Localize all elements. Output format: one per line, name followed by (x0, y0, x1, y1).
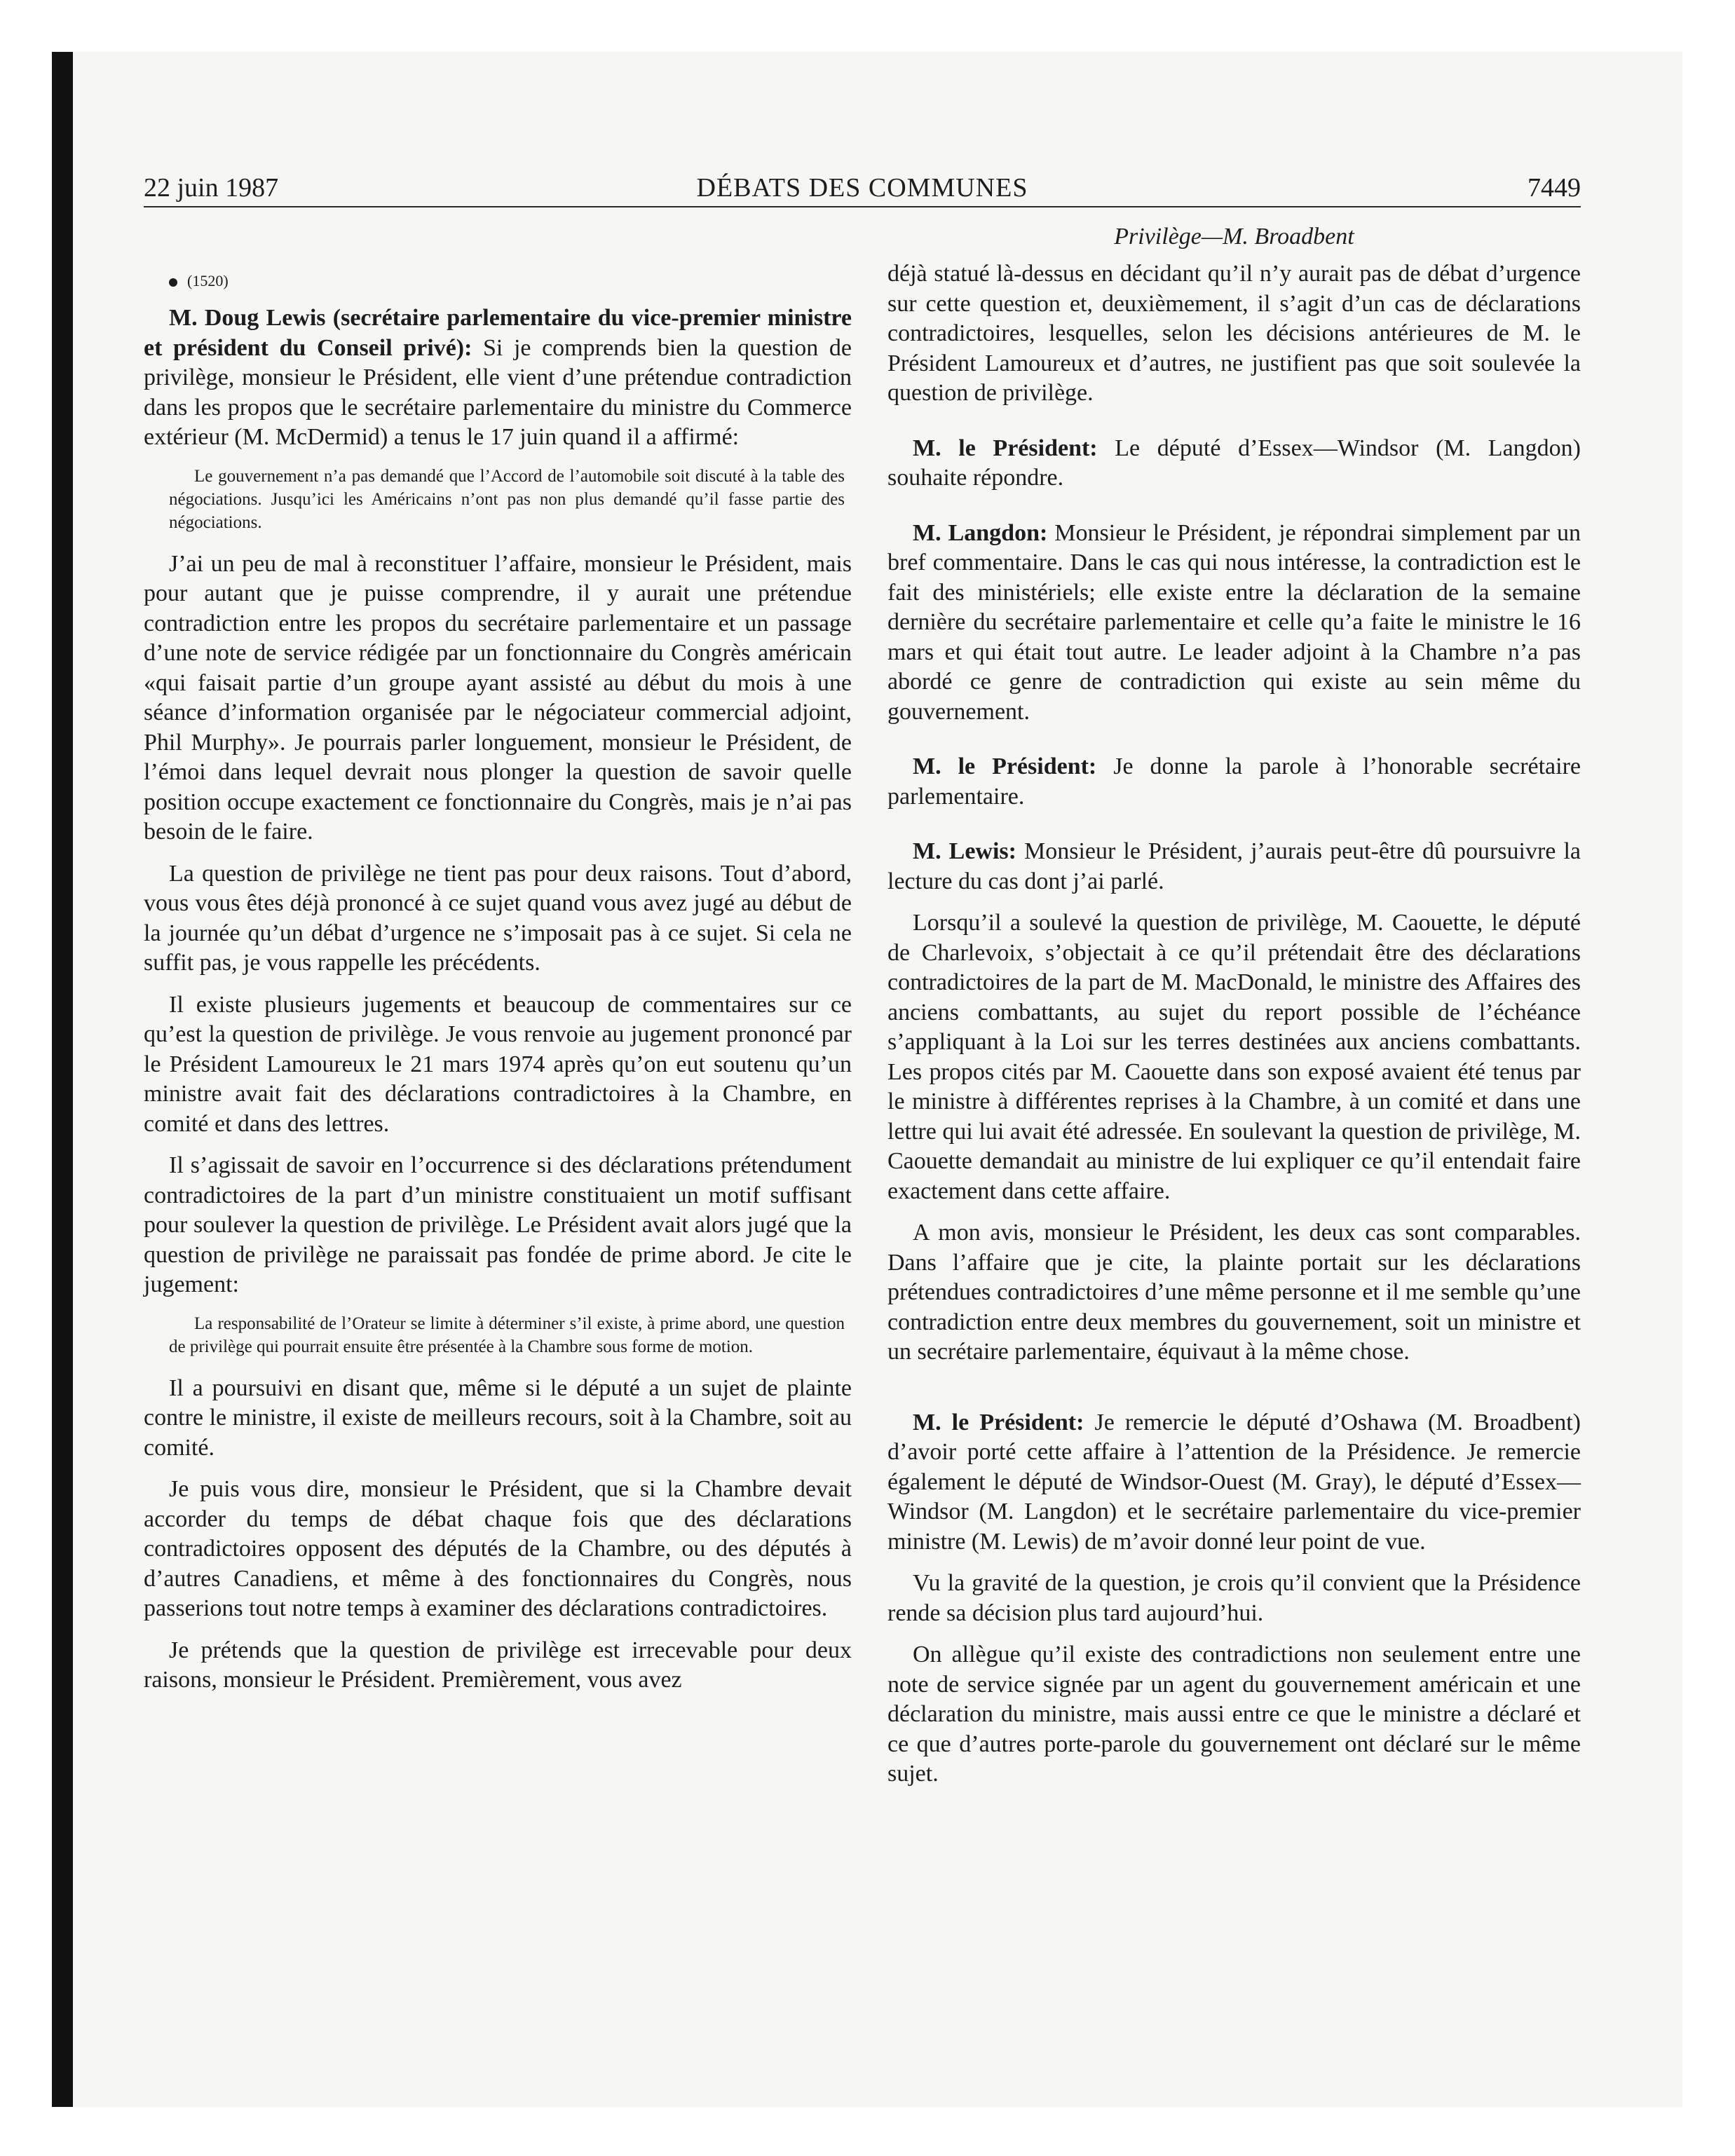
running-head: Privilège—M. Broadbent (1114, 224, 1354, 250)
paragraph-text: Je remercie le député d’Oshawa (M. Broadbent) d’avoir porté cette affaire à l’attention de la Présidence. Je remercie également le député de Windsor-Ouest (M. Gray), le député d’Essex—Windsor (M. Langdon) et le secrétaire parlementaire du vice-premier ministre (M. Lewis) de m’avoir donné leur point de vue. (887, 1409, 1581, 1555)
speaker-name: M. Lewis: (913, 838, 1016, 864)
page-number: 7449 (1528, 173, 1581, 203)
paragraph: J’ai un peu de mal à reconstituer l’affaire, monsieur le Président, mais pour autant que je puisse comprendre, il y aurait une prétendue contradiction entre les propos du secrétaire parlementaire et un passage d’une note de service rédigée par un fonctionnaire du Congrès américain «qui faisait partie d’un groupe ayant assisté au début du mois à une séance d’information organisée par le négociateur commercial adjoint, Phil Murphy». Je pourrais parler longuement, monsieur le Président, de l’émoi dans lequel devrait nous plonger la question de savoir quelle position occupe exactement ce fonctionnaire du Congrès, mais je n’ai pas besoin de le faire. (144, 550, 852, 845)
left-column (144, 271, 852, 1707)
paragraph: A mon avis, monsieur le Président, les deux cas sont comparables. Dans l’affaire que je cite, la plainte portait sur les déclarations prétendues contradictoires d’une même personne et il me semble qu’une contradiction entre deux membres du gouvernement, soit un ministre et un secrétaire parlementaire, équivaut à la même chose. (887, 1220, 1581, 1365)
paragraph (887, 752, 1581, 812)
paragraph: Lorsqu’il a soulevé la question de privilège, M. Caouette, le député de Charlevoix, s’objectait à ce qu’il prétendait être des déclarations contradictoires de la part de M. MacDonald, le ministre des Affaires des anciens combattants, au sujet du report possible de l’échéance s’appliquant à la Loi sur les terres destinées aux anciens combattants. Les propos cités par M. Caouette dans son exposé avaient été tenus par le ministre à différentes reprises à la Chambre, à un comité et dans une lettre qui lui avait été adressée. En soulevant la question de privilège, M. Caouette demandait au ministre de lui expliquer ce qu’il entendait faire exactement dans cette affaire. (887, 910, 1581, 1204)
header-date: 22 juin 1987 (144, 173, 279, 203)
speaker-name: M. Doug Lewis (secrétaire parlementaire du vice-premier ministre et président du Conseil privé): (144, 305, 852, 361)
right-column (887, 259, 1581, 1801)
speaker-name: M. le Président: (913, 753, 1097, 779)
paragraph: Je prétends que la question de privilège est irrecevable pour deux raisons, monsieur le Président. Premièrement, vous avez (144, 1637, 852, 1693)
paragraph (887, 434, 1581, 493)
timestamp (144, 271, 852, 292)
paragraph (887, 1408, 1581, 1557)
paragraph (144, 303, 852, 453)
paragraph: Je puis vous dire, monsieur le Président, que si la Chambre devait accorder du temps de débat chaque fois que des déclarations contradictoires opposent des députés de la Chambre, ou des députés à d’autres Canadiens, et même à des fonctionnaires du Congrès, nous passerions tout notre temps à examiner des déclarations contradictoires. (144, 1476, 852, 1621)
paragraph: déjà statué là-dessus en décidant qu’il n’y aurait pas de débat d’urgence sur cette question et, deuxièmement, il s’agit d’un cas de déclarations contradictoires, lesquelles, selon les décisions antérieures de M. le Président Lamoureux et d’autres, ne justifient pas que soit soulevée la question de privilège. (887, 261, 1581, 406)
scan-border (52, 52, 73, 2107)
paragraph (887, 837, 1581, 896)
page-header (144, 171, 1581, 205)
paragraph: Il a poursuivi en disant que, même si le député a un sujet de plainte contre le ministre, il existe de meilleurs recours, soit à la Chambre, soit au comité. (144, 1374, 852, 1461)
header-rule (144, 206, 1581, 207)
timestamp-text: (1520) (187, 272, 229, 289)
paragraph-text: Je donne la parole à l’honorable secrétaire parlementaire. (887, 753, 1581, 810)
speaker-name: M. le Président: (913, 435, 1098, 461)
paragraph-text: Si je comprends bien la question de privilège, monsieur le Président, elle vient d’une prétendue contradiction dans les propos que le secrétaire parlementaire du ministre du Commerce extérieur (M. McDermid) a tenus le 17 juin quand il a affirmé: (144, 334, 852, 450)
paragraph-text: Monsieur le Président, je répondrai simplement par un bref commentaire. Dans le cas qui nous intéresse, la contradiction est le fait des ministériels; elle existe entre la déclaration de la semaine dernière du secrétaire parlementaire et celle qu’a faite le ministre le 16 mars et qui était tout autre. Le leader adjoint à la Chambre n’a pas abordé ce genre de contradiction qui existe au sein même du gouvernement. (887, 519, 1581, 725)
block-quote: La responsabilité de l’Orateur se limite à déterminer s’il existe, à prime abord, une question de privilège qui pourrait ensuite être présentée à la Chambre sous forme de motion. (169, 1314, 845, 1356)
paragraph: La question de privilège ne tient pas pour deux raisons. Tout d’abord, vous vous êtes déjà prononcé à ce sujet quand vous avez jugé au début de la journée qu’un débat d’urgence ne s’imposait pas à ce sujet. Si cela ne suffit pas, je vous rappelle les précédents. (144, 860, 852, 976)
header-title: DÉBATS DES COMMUNES (696, 173, 1028, 203)
paragraph-text: Le député d’Essex—Windsor (M. Langdon) souhaite répondre. (887, 435, 1581, 491)
paragraph: On allègue qu’il existe des contradictions non seulement entre une note de service signée par un agent du gouvernement américain et une déclaration du ministre, mais aussi entre ce que le ministre a déclaré et ce que d’autres porte-parole du gouvernement ont déclaré sur le même sujet. (887, 1642, 1581, 1787)
block-quote: Le gouvernement n’a pas demandé que l’Accord de l’automobile soit discuté à la table des négociations. Jusqu’ici les Américains n’ont pas non plus demandé qu’il fasse partie des négociations. (169, 466, 845, 532)
speaker-name: M. Langdon: (913, 519, 1048, 546)
paragraph-text: Monsieur le Président, j’aurais peut-être dû poursuivre la lecture du cas dont j’ai parlé. (887, 838, 1581, 894)
speaker-name: M. le Président: (913, 1409, 1084, 1435)
paragraph: Il existe plusieurs jugements et beaucoup de commentaires sur ce qu’est la question de privilège. Je vous renvoie au jugement prononcé par le Président Lamoureux le 21 mars 1974 après qu’on eut soutenu qu’un ministre avait fait des déclarations contradictoires à la Chambre, en comité et dans des lettres. (144, 991, 852, 1137)
paragraph: Il s’agissait de savoir en l’occurrence si des déclarations prétendument contradictoires de la part d’un ministre constituaient un motif suffisant pour soulever la question de privilège. Le Président avait alors jugé que la question de privilège ne paraissait pas fondée de prime abord. Je cite le jugement: (144, 1152, 852, 1297)
paragraph (887, 519, 1581, 728)
bullet-icon (169, 278, 177, 287)
paragraph: Vu la gravité de la question, je crois qu’il convient que la Présidence rende sa décision plus tard aujourd’hui. (887, 1570, 1581, 1626)
